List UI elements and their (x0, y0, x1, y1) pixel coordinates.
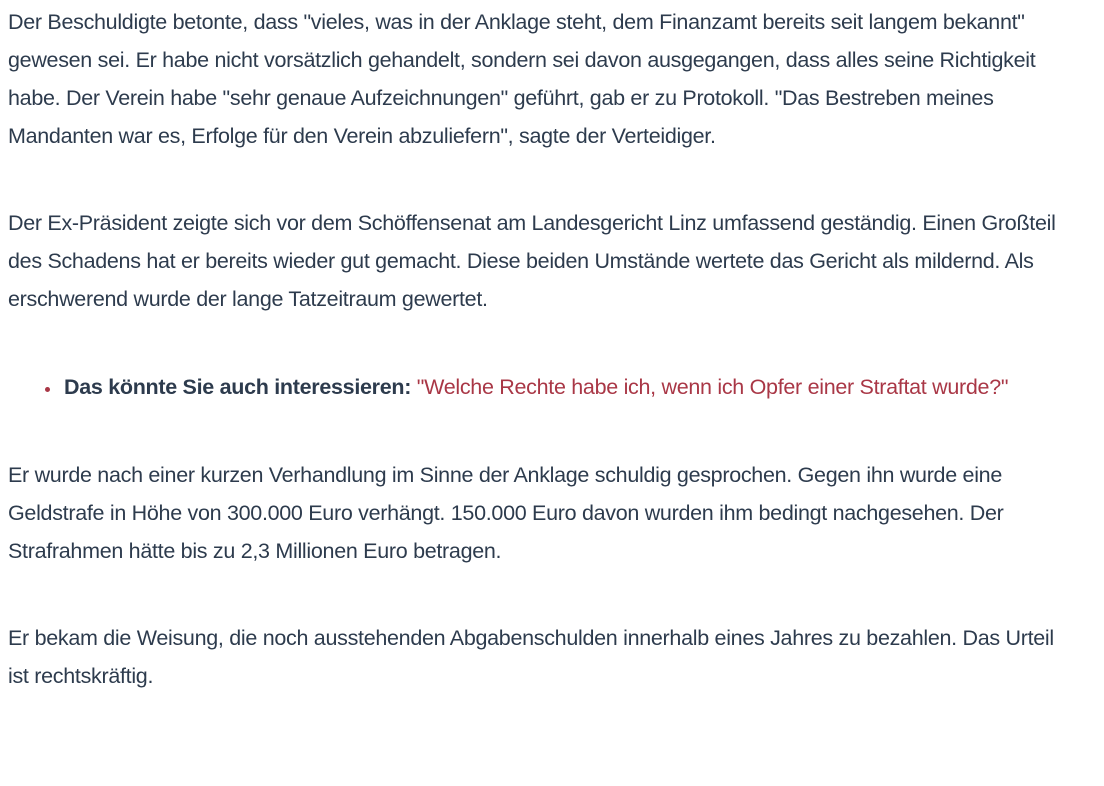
related-label: Das könnte Sie auch interessieren: (64, 375, 412, 399)
paragraph-final-ruling: Er bekam die Weisung, die noch ausstehenden Abgabenschulden innerhalb eines Jahres zu bezahlen. Das Urteil ist rechtskräftig. (8, 626, 1054, 688)
paragraph-sentence-details: Er wurde nach einer kurzen Verhandlung im Sinne der Anklage schuldig gesprochen. Gegen ihn wurde eine Geldstrafe in Höhe von 300.000 Euro verhängt. 150.000 Euro davon wurden ihm bedingt nachgesehen. Der Strafrahmen hätte bis zu 2,3 Millionen Euro betragen. (8, 463, 1004, 563)
paragraph-court-verdict-context: Der Ex-Präsident zeigte sich vor dem Schöffensenat am Landesgericht Linz umfassend geständig. Einen Großteil des Schadens hat er bereits wieder gut gemacht. Diese beiden Umstände wertete das Gericht als mildernd. Als erschwerend wurde der lange Tatzeitraum gewertet. (8, 211, 1056, 311)
related-link[interactable]: "Welche Rechte habe ich, wenn ich Opfer einer Straftat wurde?" (416, 375, 1009, 399)
related-link-item (62, 367, 1078, 407)
paragraph-defendant-statement: Der Beschuldigte betonte, dass "vieles, was in der Anklage steht, dem Finanzamt bereits seit langem bekannt" gewesen sei. Er habe nicht vorsätzlich gehandelt, sondern sei davon ausgegangen, dass alles seine Richtigkeit habe. Der Verein habe "sehr genaue Aufzeichnungen" geführt, gab er zu Protokoll. "Das Bestreben meines Mandanten war es, Erfolge für den Verein abzuliefern", sagte der Verteidiger. (8, 10, 1036, 148)
related-links-list (8, 367, 1078, 407)
